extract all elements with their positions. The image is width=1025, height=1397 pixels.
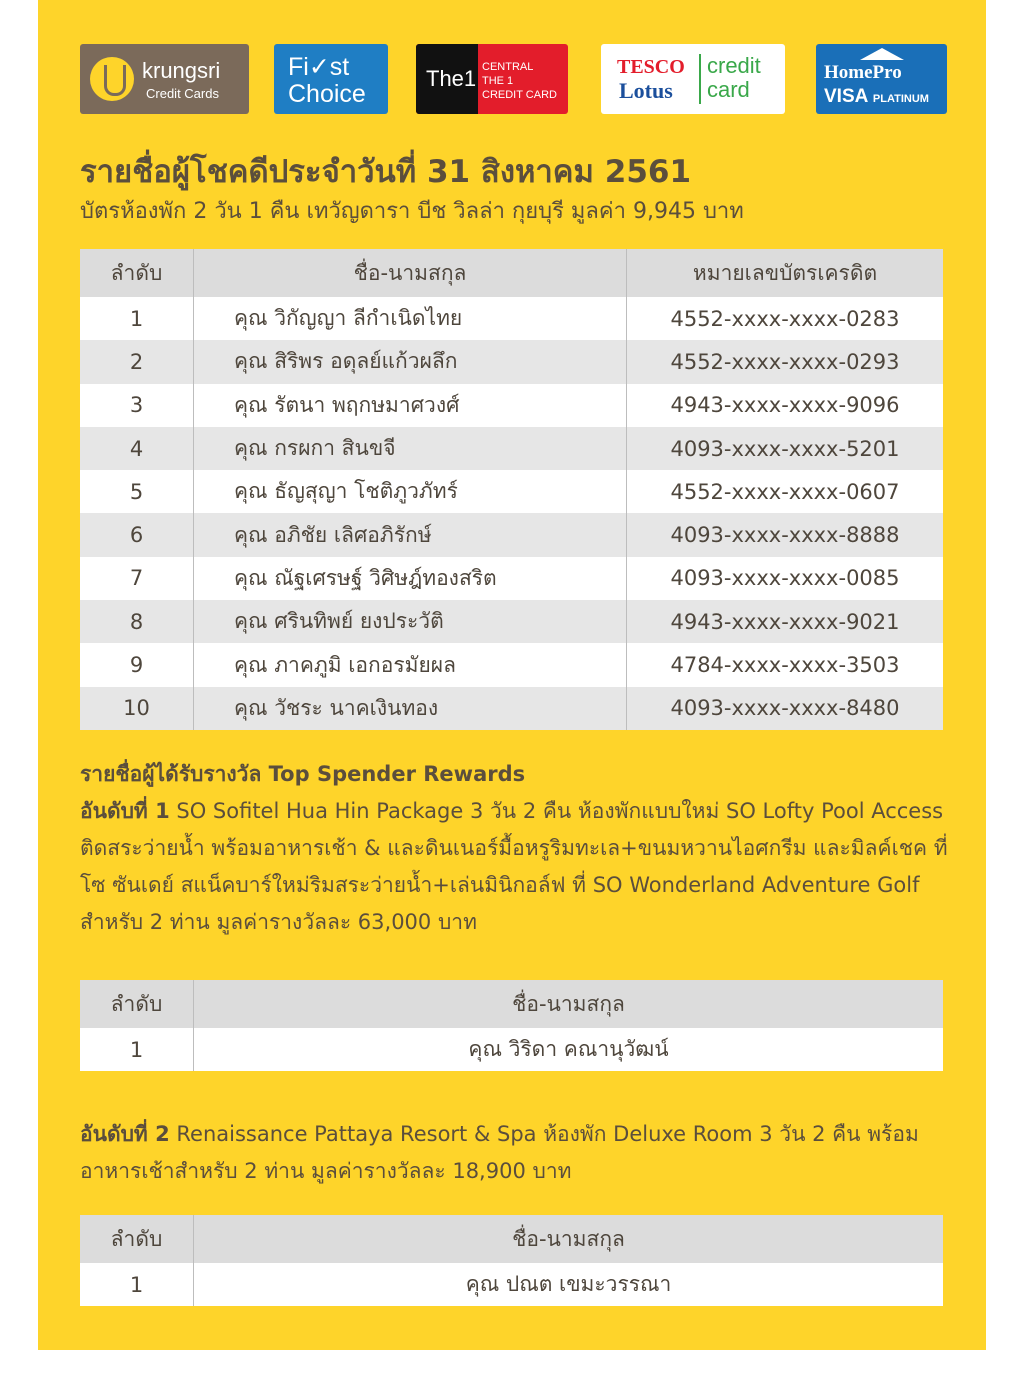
cell-name: คุณ กรผกา สินขจี	[194, 427, 627, 470]
cell-card: 4552-xxxx-xxxx-0293	[627, 340, 944, 383]
cell-name: คุณ รัตนา พฤกษมาศวงศ์	[194, 384, 627, 427]
visa-text: VISA	[824, 86, 868, 107]
table-row	[80, 1263, 943, 1306]
header-rank: ลำดับ	[80, 1215, 194, 1263]
tesco-credit-card: credit card	[707, 53, 761, 102]
cell-card: 4552-xxxx-xxxx-0607	[627, 470, 944, 513]
platinum-text: PLATINUM	[872, 93, 929, 105]
krungsri-logo	[80, 44, 249, 114]
table-row	[80, 297, 943, 340]
header-card: หมายเลขบัตรเครดิต	[627, 249, 944, 297]
rank1-winner-table	[80, 980, 943, 1071]
prize-subtitle: บัตรห้องพัก 2 วัน 1 คืน เทวัญดารา บีช วิลล่า กุยบุรี มูลค่า 9,945 บาท	[80, 199, 744, 224]
header-name: ชื่อ-นามสกุล	[194, 980, 944, 1028]
header-rank: ลำดับ	[80, 980, 194, 1028]
homepro-line1: HomePro	[824, 62, 902, 83]
cell-card: 4093-xxxx-xxxx-8888	[627, 513, 944, 556]
cell-rank: 2	[80, 340, 194, 383]
page-title: รายชื่อผู้โชคดีประจำวันที่ 31 สิงหาคม 2561	[80, 154, 692, 190]
table-header-row	[80, 1215, 943, 1263]
table-row	[80, 600, 943, 643]
cell-rank: 8	[80, 600, 194, 643]
rank2-text: Renaissance Pattaya Resort & Spa ห้องพัก Deluxe Room 3 วัน 2 คืน พร้อมอาหารเช้าสำหรับ 2 ท่าน มูลค่ารางวัลละ 18,900 บาท	[80, 1122, 919, 1183]
cell-rank: 1	[80, 297, 194, 340]
cell-rank: 10	[80, 687, 194, 730]
the1-text: CENTRAL THE 1 CREDIT CARD	[482, 61, 557, 101]
cell-rank: 1	[80, 1028, 194, 1071]
cell-card: 4943-xxxx-xxxx-9021	[627, 600, 944, 643]
table-header-row	[80, 249, 943, 297]
cell-name: คุณ ณัฐเศรษฐ์ วิศิษฎ์ทองสริต	[194, 557, 627, 600]
cell-card: 4093-xxxx-xxxx-5201	[627, 427, 944, 470]
cell-rank: 4	[80, 427, 194, 470]
rank1-description	[80, 793, 960, 941]
tesco-lotus-logo	[601, 44, 785, 114]
header-name: ชื่อ-นามสกุล	[194, 1215, 944, 1263]
cell-name: คุณ วิกัญญา ลีกำเนิดไทย	[194, 297, 627, 340]
the1-logo	[416, 44, 568, 114]
header-name: ชื่อ-นามสกุล	[194, 249, 627, 297]
first-choice-logo	[274, 44, 388, 114]
table-row	[80, 340, 943, 383]
cell-card: 4943-xxxx-xxxx-9096	[627, 384, 944, 427]
the1-mark: The1	[426, 66, 477, 91]
homepro-visa-logo	[816, 44, 947, 114]
rank2-description	[80, 1116, 960, 1190]
cell-name: คุณ ปณต เขมะวรรณา	[194, 1263, 944, 1306]
cell-card: 4093-xxxx-xxxx-8480	[627, 687, 944, 730]
table-row	[80, 687, 943, 730]
rank1-text: SO Sofitel Hua Hin Package 3 วัน 2 คืน ห้องพักแบบใหม่ SO Lofty Pool Access ติดสระว่ายน้ำ พร้อมอาหารเช้า & และดินเนอร์มื้อหรูริมทะเล+ขนมหวานไอศกรีม และมิลค์เชค ที่ โซ ซันเดย์ สแน็คบาร์ใหม่ริมสระว่ายน้ำ+เล่นมินิกอล์ฟ ที่ SO Wonderland Adventure Golf สำหรับ 2 ท่าน มูลค่ารางวัลละ 63,000 บาท	[80, 799, 948, 934]
table-row	[80, 1028, 943, 1071]
winners-table	[80, 249, 943, 730]
tesco-divider	[699, 54, 701, 104]
top-spender-section	[80, 756, 960, 941]
table-header-row	[80, 980, 943, 1028]
first-choice-line1: Fi✓st	[288, 53, 350, 81]
tesco-line1: TESCO	[617, 56, 685, 78]
table-row	[80, 557, 943, 600]
cell-card: 4552-xxxx-xxxx-0283	[627, 297, 944, 340]
krungsri-logo-name: krungsri	[142, 58, 221, 83]
table-row	[80, 513, 943, 556]
header-rank: ลำดับ	[80, 249, 194, 297]
tesco-line2: Lotus	[619, 78, 673, 103]
cell-rank: 3	[80, 384, 194, 427]
table-row	[80, 470, 943, 513]
cell-name: คุณ ภาคภูมิ เอกอรมัยผล	[194, 643, 627, 686]
rank1-label: อันดับที่ 1	[80, 799, 170, 823]
table-row	[80, 643, 943, 686]
house-roof-icon	[860, 48, 904, 60]
cell-name: คุณ ธัญสุญา โชติภูวภัทร์	[194, 470, 627, 513]
cell-rank: 1	[80, 1263, 194, 1306]
krungsri-emblem-icon	[90, 57, 134, 101]
cell-rank: 9	[80, 643, 194, 686]
cell-card: 4093-xxxx-xxxx-0085	[627, 557, 944, 600]
cell-name: คุณ วิริดา คณานุวัฒน์	[194, 1028, 944, 1071]
cell-name: คุณ สิริพร อดุลย์แก้วผลึก	[194, 340, 627, 383]
cell-card: 4784-xxxx-xxxx-3503	[627, 643, 944, 686]
table-row	[80, 427, 943, 470]
rank2-label: อันดับที่ 2	[80, 1122, 170, 1146]
top-spender-heading: รายชื่อผู้ได้รับรางวัล Top Spender Rewards	[80, 762, 526, 786]
rank2-winner-table	[80, 1215, 943, 1306]
homepro-line2	[824, 86, 929, 108]
cell-name: คุณ วัชระ นาคเงินทอง	[194, 687, 627, 730]
table-row	[80, 384, 943, 427]
cell-name: คุณ อภิชัย เลิศอภิรักษ์	[194, 513, 627, 556]
krungsri-logo-sub: Credit Cards	[146, 86, 219, 101]
cell-rank: 7	[80, 557, 194, 600]
cell-rank: 6	[80, 513, 194, 556]
first-choice-line2: Choice	[288, 80, 366, 108]
cell-name: คุณ ศรินทิพย์ ยงประวัติ	[194, 600, 627, 643]
cell-rank: 5	[80, 470, 194, 513]
